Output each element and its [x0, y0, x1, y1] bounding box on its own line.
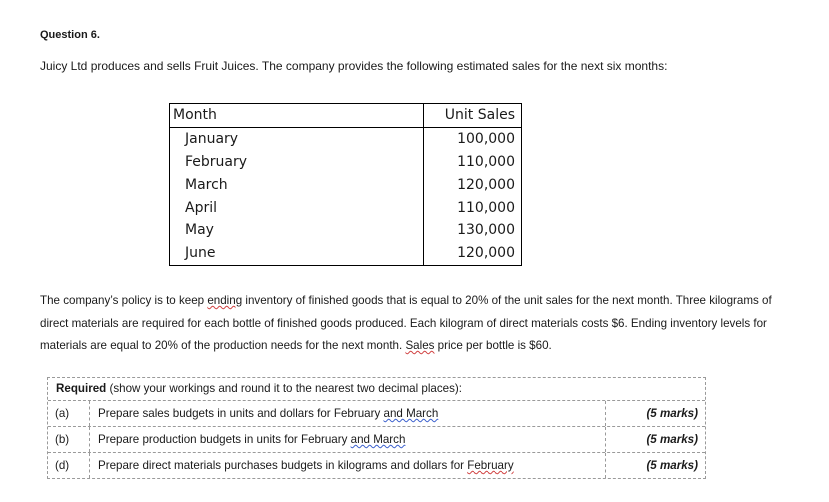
spelling-flagged-word: February: [467, 459, 514, 472]
item-label: (d): [48, 453, 90, 478]
header-unit-sales: Unit Sales: [424, 104, 522, 128]
units-cell: 110,000: [424, 151, 522, 174]
table-row: [170, 242, 522, 265]
table-row: [170, 219, 522, 242]
units-cell: 130,000: [424, 219, 522, 242]
required-instructions: (show your workings and round it to the nearest two decimal places):: [106, 382, 462, 395]
month-cell: April: [170, 196, 424, 219]
sales-table: [169, 103, 522, 266]
table-row: [170, 151, 522, 174]
required-item: [48, 453, 705, 478]
required-box: [47, 377, 706, 479]
table-row: [170, 127, 522, 150]
question-title: Question 6.: [40, 29, 100, 41]
item-label: (b): [48, 427, 90, 452]
month-cell: May: [170, 219, 424, 242]
grammar-flagged-text: and March: [350, 433, 406, 446]
item-label: (a): [48, 401, 90, 426]
spelling-flagged-word: Sales: [405, 339, 435, 352]
required-label: Required: [56, 382, 107, 395]
sales-table-header: [170, 104, 522, 128]
policy-text-2: inventory of finished goods that is equal to 20% of the unit sales for the next month. Three kilograms of direct materials are required for each bottle of finished goods produced. Each kilogram of direct materials costs $6. Ending inventory levels for materials are equal to 20% of the production needs for the next month.: [40, 294, 772, 352]
item-marks: (5 marks): [605, 453, 705, 478]
table-row: [170, 173, 522, 196]
required-item: [48, 427, 705, 453]
policy-paragraph: [40, 290, 800, 358]
question-intro: Juicy Ltd produces and sells Fruit Juices. The company provides the following estimated sales for the next six months:: [40, 59, 668, 73]
item-text: [90, 453, 605, 478]
item-text-main: Prepare sales budgets in units and dollars for February: [98, 407, 384, 420]
units-cell: 120,000: [424, 173, 522, 196]
item-marks: (5 marks): [605, 401, 705, 426]
units-cell: 110,000: [424, 196, 522, 219]
policy-text-3: price per bottle is $60.: [434, 339, 552, 352]
month-cell: March: [170, 173, 424, 196]
item-text: [90, 401, 605, 426]
month-cell: June: [170, 242, 424, 265]
required-item: [48, 401, 705, 427]
item-text-main: Prepare production budgets in units for February: [98, 433, 351, 446]
item-marks: (5 marks): [605, 427, 705, 452]
table-row: [170, 196, 522, 219]
policy-text-1: The company’s policy is to keep: [40, 294, 208, 307]
required-heading: [48, 378, 705, 401]
month-cell: January: [170, 127, 424, 150]
spelling-flagged-word: ending: [207, 294, 243, 307]
units-cell: 120,000: [424, 242, 522, 265]
units-cell: 100,000: [424, 127, 522, 150]
item-text-main: Prepare direct materials purchases budgets in kilograms and dollars for: [98, 459, 468, 472]
grammar-flagged-text: and March: [383, 407, 439, 420]
month-cell: February: [170, 151, 424, 174]
header-month: Month: [170, 104, 424, 128]
item-text: [90, 427, 605, 452]
